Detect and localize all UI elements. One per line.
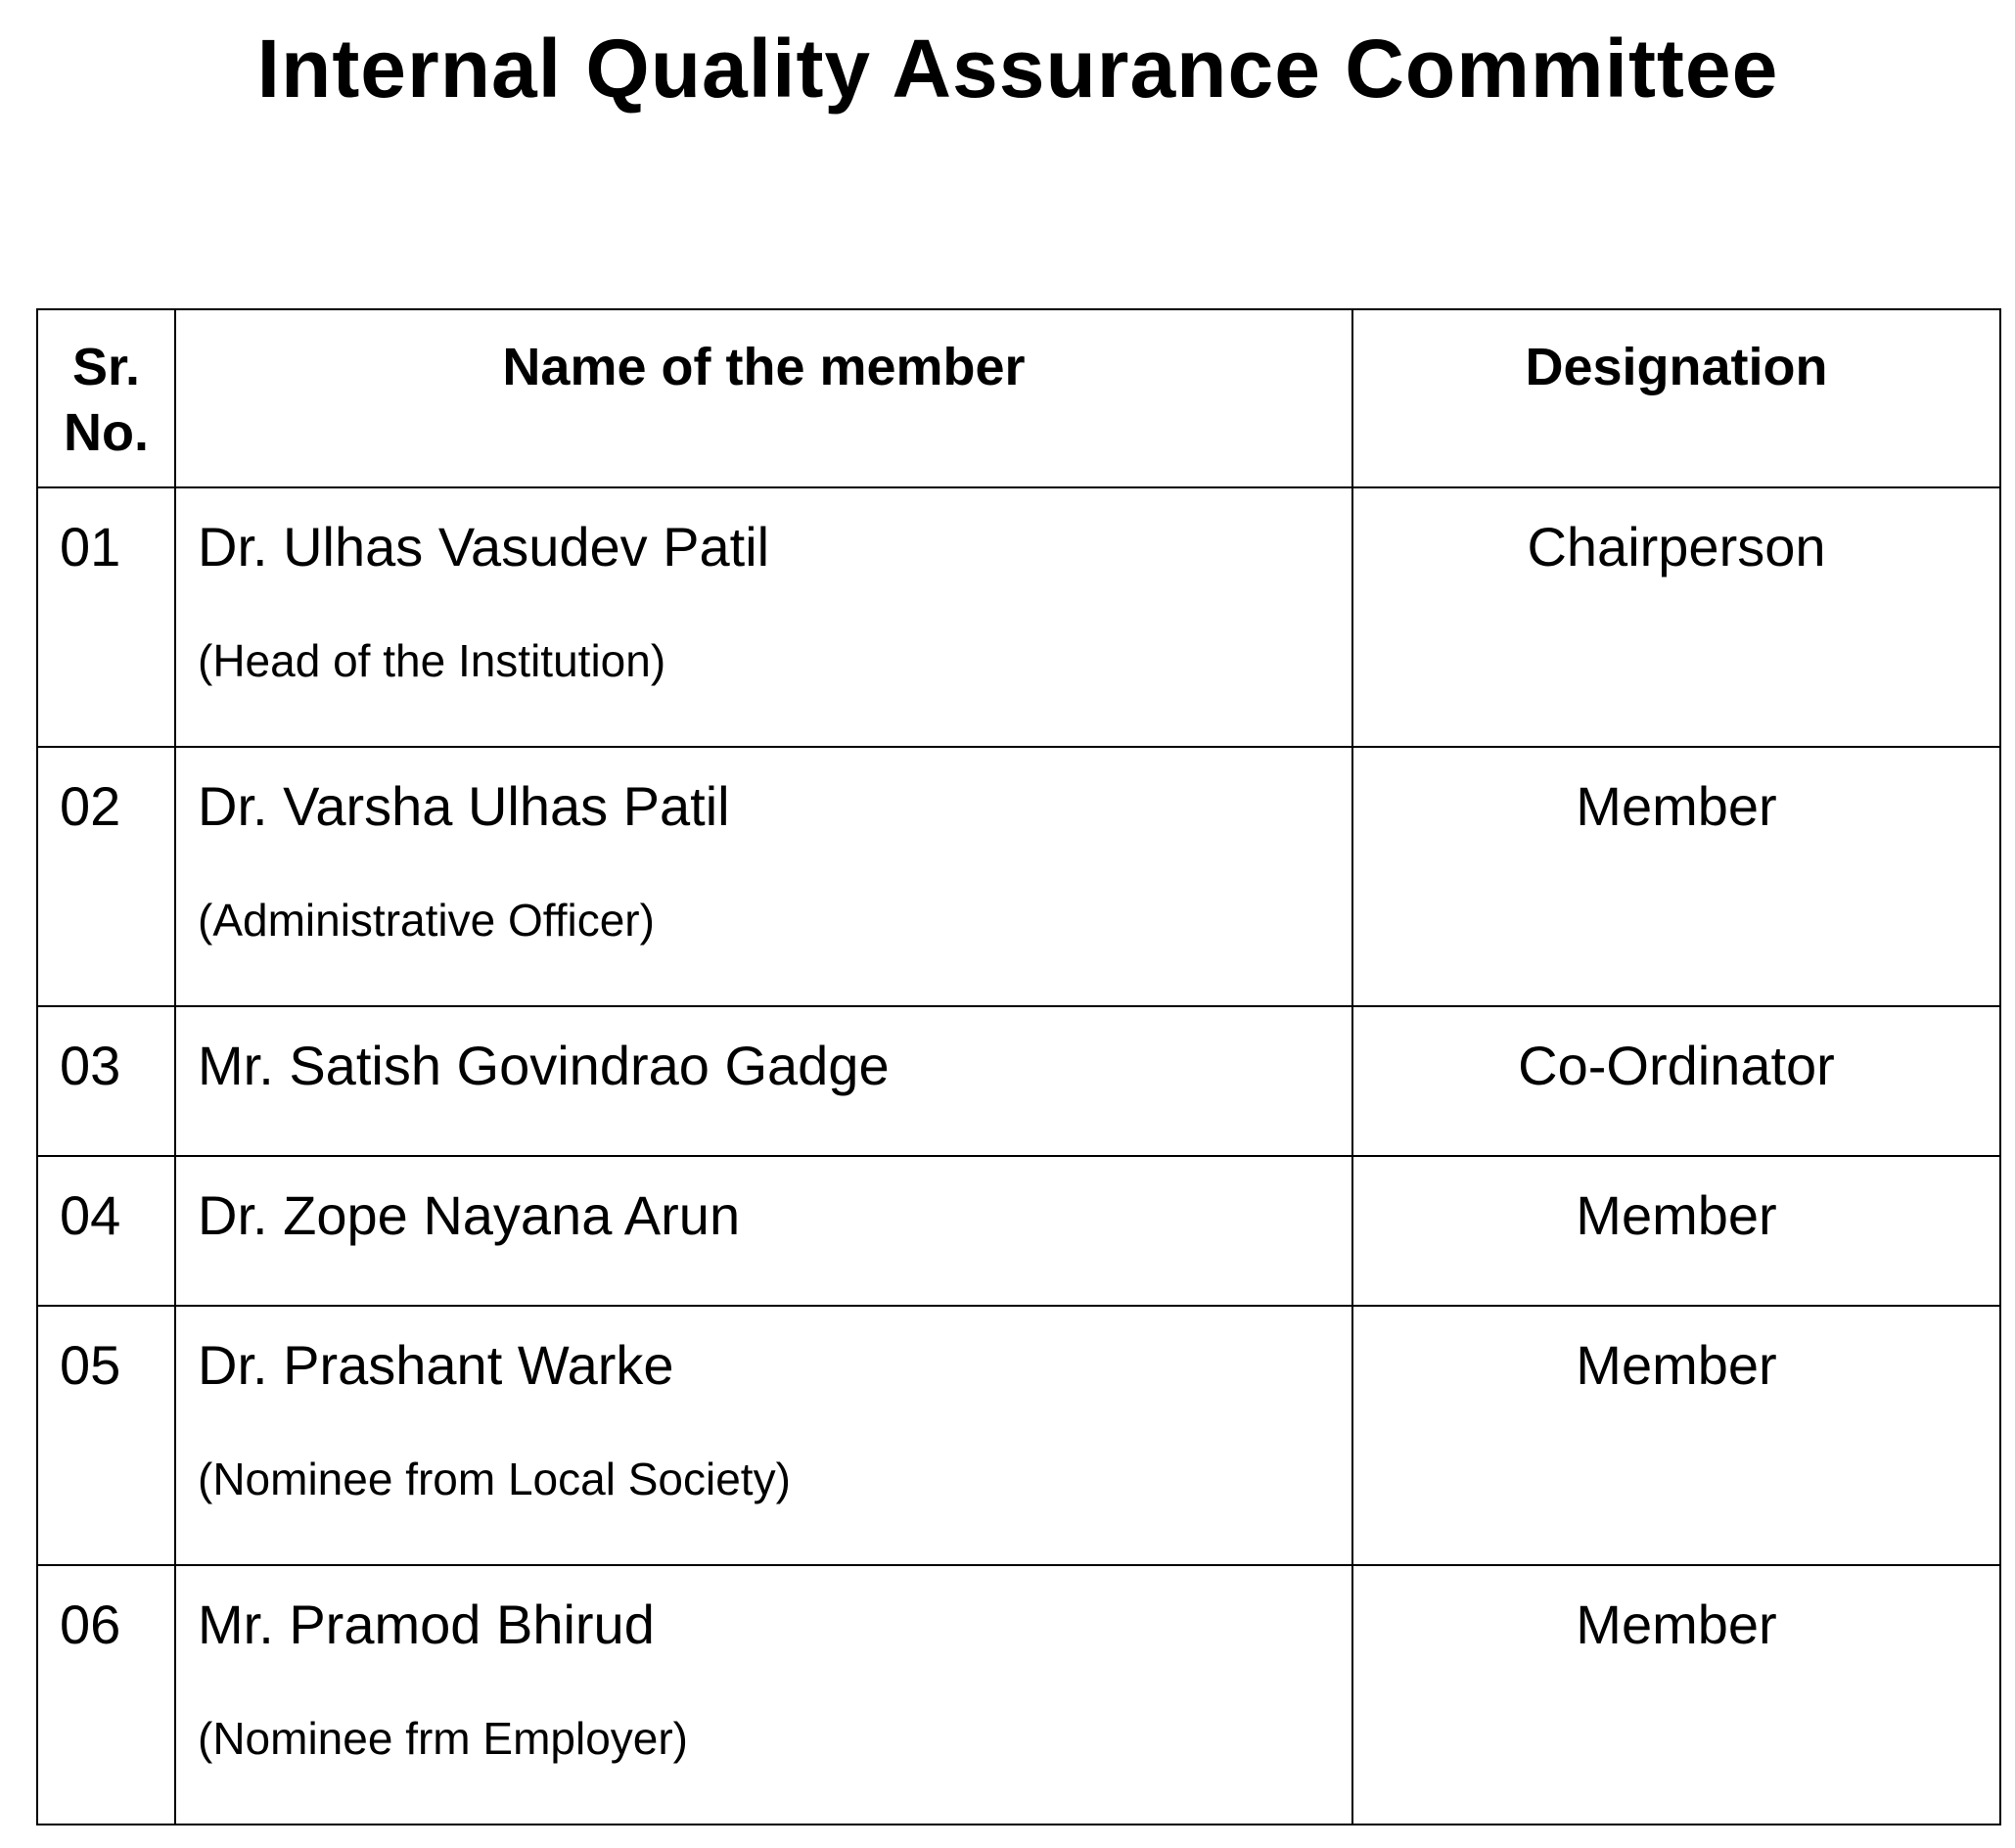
row-designation: Member (1352, 1306, 2000, 1565)
page-title: Internal Quality Assurance Committee (256, 23, 1779, 115)
member-name: Mr. Pramod Bhirud (198, 1594, 655, 1655)
row-sr-no: 03 (37, 1006, 175, 1156)
member-role: (Head of the Institution) (198, 635, 666, 686)
member-name: Mr. Satish Govindrao Gadge (198, 1035, 890, 1096)
member-name: Dr. Zope Nayana Arun (198, 1184, 741, 1246)
header-sr-line2: No. (64, 403, 149, 462)
member-name: Dr. Prashant Warke (198, 1334, 674, 1396)
row-designation: Member (1352, 1565, 2000, 1825)
header-sr-no (37, 309, 175, 487)
row-member (175, 747, 1352, 1006)
member-role: (Nominee from Local Society) (198, 1454, 791, 1504)
table-row (37, 1565, 2000, 1825)
header-name: Name of the member (175, 309, 1352, 487)
row-sr-no: 06 (37, 1565, 175, 1825)
header-designation: Designation (1352, 309, 2000, 487)
table-row (37, 487, 2000, 747)
committee-table (36, 308, 2001, 1825)
table-row (37, 1156, 2000, 1306)
table-row (37, 747, 2000, 1006)
row-designation: Co-Ordinator (1352, 1006, 2000, 1156)
row-member (175, 1306, 1352, 1565)
row-designation: Member (1352, 1156, 2000, 1306)
table-row (37, 1306, 2000, 1565)
row-sr-no: 01 (37, 487, 175, 747)
row-member (175, 1006, 1352, 1156)
table-row (37, 1006, 2000, 1156)
row-designation: Chairperson (1352, 487, 2000, 747)
row-sr-no: 05 (37, 1306, 175, 1565)
row-member (175, 487, 1352, 747)
row-member (175, 1156, 1352, 1306)
member-name: Dr. Ulhas Vasudev Patil (198, 516, 770, 578)
member-role: (Administrative Officer) (198, 895, 655, 946)
header-sr-line1: Sr. (71, 338, 141, 396)
member-name: Dr. Varsha Ulhas Patil (198, 775, 730, 837)
row-sr-no: 02 (37, 747, 175, 1006)
header-row (37, 309, 2000, 487)
row-sr-no: 04 (37, 1156, 175, 1306)
row-designation: Member (1352, 747, 2000, 1006)
row-member (175, 1565, 1352, 1825)
member-role: (Nominee frm Employer) (198, 1713, 688, 1764)
